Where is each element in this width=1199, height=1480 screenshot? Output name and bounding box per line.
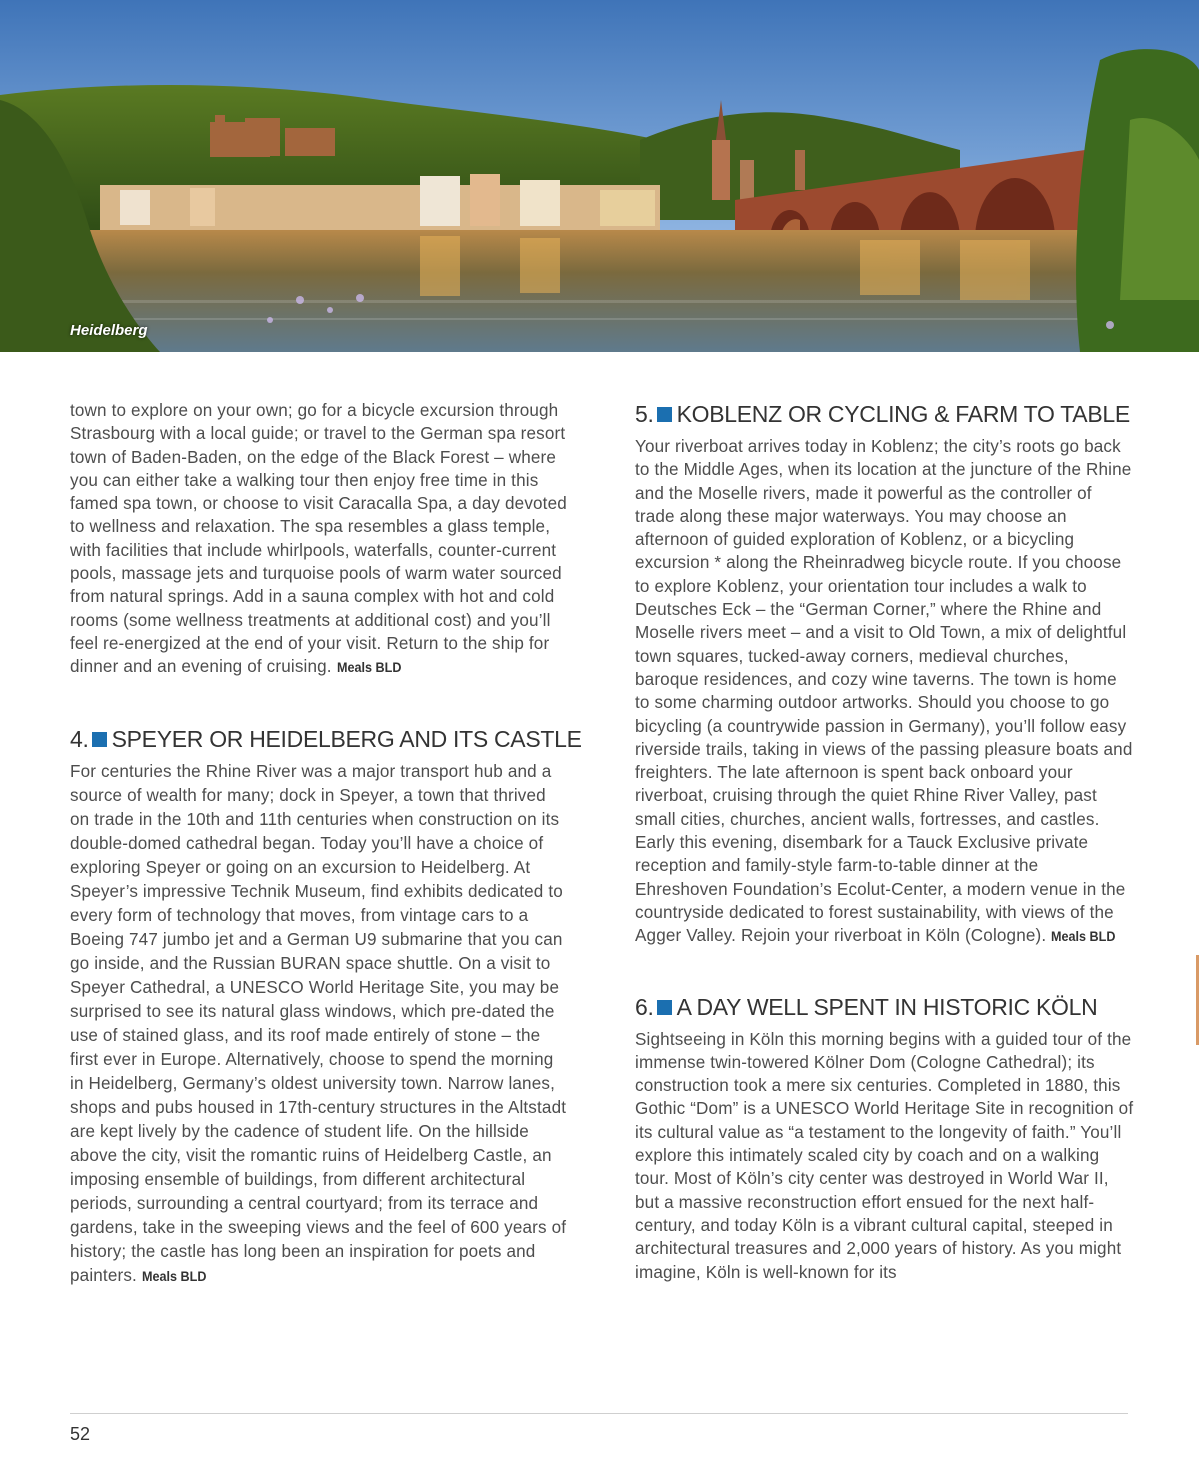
section-heading-day-4 bbox=[70, 725, 582, 753]
section-heading-day-6 bbox=[635, 993, 1135, 1021]
intro-paragraph bbox=[70, 399, 570, 680]
hero-photo bbox=[0, 0, 1199, 352]
section-text: Your riverboat arrives today in Koblenz; the city’s roots go back to the Middle Ages, when its location at the juncture of the Rhine and the Moselle rivers, made it powerful as the controller of trade along these major waterways. You may choose an afternoon of guided exploration of Koblenz, or a bicycling excursion * along the Rheinradweg bicycle route. If you choose to explore Koblenz, your orientation tour includes a walk to Deutsches Eck – the “German Corner,” where the Rhine and Moselle rivers meet – and a visit to Old Town, a mix of delightful town squares, tucked-away corners, medieval churches, baroque residences, and cozy wine taverns. The town is home to some charming outdoor artworks. Should you choose to go bicycling (a countrywide passion in Germany), you’ll follow easy riverside trails, taking in views of the passing pleasure boats and freighters. The late afternoon is spent back onboard your riverboat, cruising through the quiet Rhine River Valley, past small cities, churches, ancient walls, fortresses, and castles. Early this evening, disembark for a Tauck Exclusive private reception and family-style farm-to-table dinner at the Ehreshoven Foundation’s Ecolut-Center, a modern venue in the countryside dedicated to forest sustainability, with views of the Agger Valley. Rejoin your riverboat in Köln (Cologne). bbox=[635, 437, 1133, 946]
heidelberg-landscape-image bbox=[0, 0, 1199, 352]
section-body-day-4 bbox=[70, 760, 570, 1288]
section-number: 4. bbox=[70, 725, 89, 752]
section-text: For centuries the Rhine River was a major transport hub and a source of wealth for many; dock in Speyer, a town that thrived on trade in the 10th and 11th centuries when construction on its double-domed cathedral began. Today you’ll have a choice of exploring Speyer or going on an excursion to Heidelberg. At Speyer’s impressive Technik Museum, find exhibits dedicated to every form of technology that moves, from vintage cars to a Boeing 747 jumbo jet and a German U9 submarine that you can go inside, and the Russian BURAN space shuttle. On a visit to Speyer Cathedral, a UNESCO World Heritage Site, you may be surprised to see its natural glass windows, which pre-dated the use of stained glass, and its roof made entirely of stone – the first ever in Europe. Alternatively, choose to spend the morning in Heidelberg, Germany’s oldest university town. Narrow lanes, shops and pubs housed in 17th-century structures in the Altstadt are kept lively by the cadence of student life. On the hillside above the city, visit the romantic ruins of Heidelberg Castle, an imposing ensemble of buildings, from different architectural periods, surrounding a central courtyard; from its terrace and gardens, take in the sweeping views and the feel of 600 years of history; the castle has long been an inspiration for poets and painters. bbox=[70, 761, 567, 1285]
section-text: Sightseeing in Köln this morning begins with a guided tour of the immense twin-towered Kölner Dom (Cologne Cathedral); its construction took a mere six centuries. Completed in 1880, this Gothic “Dom” is a UNESCO World Heritage Site in recognition of its cultural value as “a testament to the longevity of faith.” You’ll explore this intimately scaled city by coach and on a walking tour. Most of Köln’s city center was destroyed in World War II, but a massive reconstruction effort ensued for the next half-century, and today Köln is a vibrant cultural capital, steeped in architectural treasures and 2,000 years of history. As you might imagine, Köln is well-known for its bbox=[635, 1029, 1134, 1282]
section-number: 5. bbox=[635, 401, 654, 427]
section-title: SPEYER OR HEIDELBERG AND ITS CASTLE bbox=[111, 725, 582, 752]
blue-square-icon bbox=[657, 407, 672, 422]
blue-square-icon bbox=[657, 1000, 672, 1015]
page-number: 52 bbox=[70, 1424, 91, 1444]
right-column bbox=[635, 400, 1135, 1284]
section-body-day-6 bbox=[635, 1028, 1135, 1284]
section-heading-day-5 bbox=[635, 400, 1135, 428]
section-body-day-5 bbox=[635, 435, 1135, 949]
section-title: KOBLENZ OR CYCLING & FARM TO TABLE bbox=[676, 401, 1130, 427]
section-title: A DAY WELL SPENT IN HISTORIC KÖLN bbox=[676, 993, 1098, 1020]
section-number: 6. bbox=[635, 993, 654, 1020]
meals-label: Meals BLD bbox=[336, 659, 402, 676]
meals-label: Meals BLD bbox=[141, 1267, 207, 1284]
footer-divider bbox=[70, 1413, 1128, 1414]
blue-square-icon bbox=[92, 732, 107, 747]
left-column bbox=[70, 399, 582, 1288]
meals-label: Meals BLD bbox=[1051, 928, 1116, 945]
photo-caption: Heidelberg bbox=[70, 322, 148, 339]
intro-text: town to explore on your own; go for a bicycle excursion through Strasbourg with a local guide; or travel to the German spa resort town of Baden-Baden, on the edge of the Black Forest – where you can either take a walking tour then enjoy free time in this famed spa town, or choose to visit Caracalla Spa, a day devoted to wellness and relaxation. The spa resembles a glass temple, with facilities that include whirlpools, waterfalls, counter-current pools, massage jets and turquoise pools of warm water sourced from natural springs. Add in a sauna complex with hot and cold rooms (some wellness treatments at additional cost) and you’ll feel re-energized at the end of your visit. Return to the ship for dinner and an evening of cruising. bbox=[70, 401, 567, 677]
